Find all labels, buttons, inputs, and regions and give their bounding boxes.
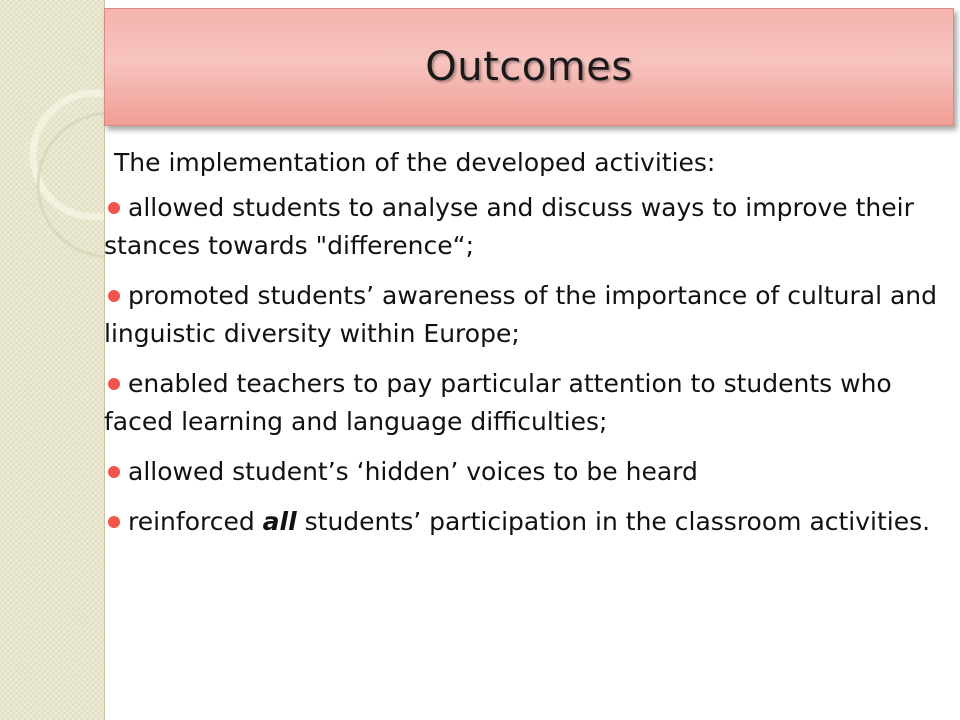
list-item-text-after: students’ participation in the classroom activities. xyxy=(296,507,931,536)
bullet-icon xyxy=(108,290,120,302)
list-item xyxy=(104,365,952,441)
decorative-circles xyxy=(0,0,104,720)
intro-text: The implementation of the developed activities: xyxy=(114,148,716,177)
slide-content xyxy=(104,144,952,553)
decorative-side-strip xyxy=(0,0,105,720)
list-item-text: allowed students to analyse and discuss ways to improve their stances towards "difference“; xyxy=(104,193,914,260)
title-banner xyxy=(104,8,954,126)
list-item-text: promoted students’ awareness of the importance of cultural and linguistic diversity within Europe; xyxy=(104,281,937,348)
list-item-text: enabled teachers to pay particular attention to students who faced learning and language difficulties; xyxy=(104,369,892,436)
bullet-icon xyxy=(108,466,120,478)
list-item xyxy=(104,453,952,491)
bullet-icon xyxy=(108,378,120,390)
list-item xyxy=(104,189,952,265)
outcomes-list xyxy=(104,189,952,541)
list-item xyxy=(104,277,952,353)
slide-title: Outcomes xyxy=(425,44,633,90)
emphasized-word: all xyxy=(262,507,297,536)
list-item xyxy=(104,503,952,541)
bullet-icon xyxy=(108,516,120,528)
list-item-text: allowed student’s ‘hidden’ voices to be heard xyxy=(128,457,698,486)
bullet-icon xyxy=(108,202,120,214)
list-item-text-before: reinforced xyxy=(128,507,263,536)
